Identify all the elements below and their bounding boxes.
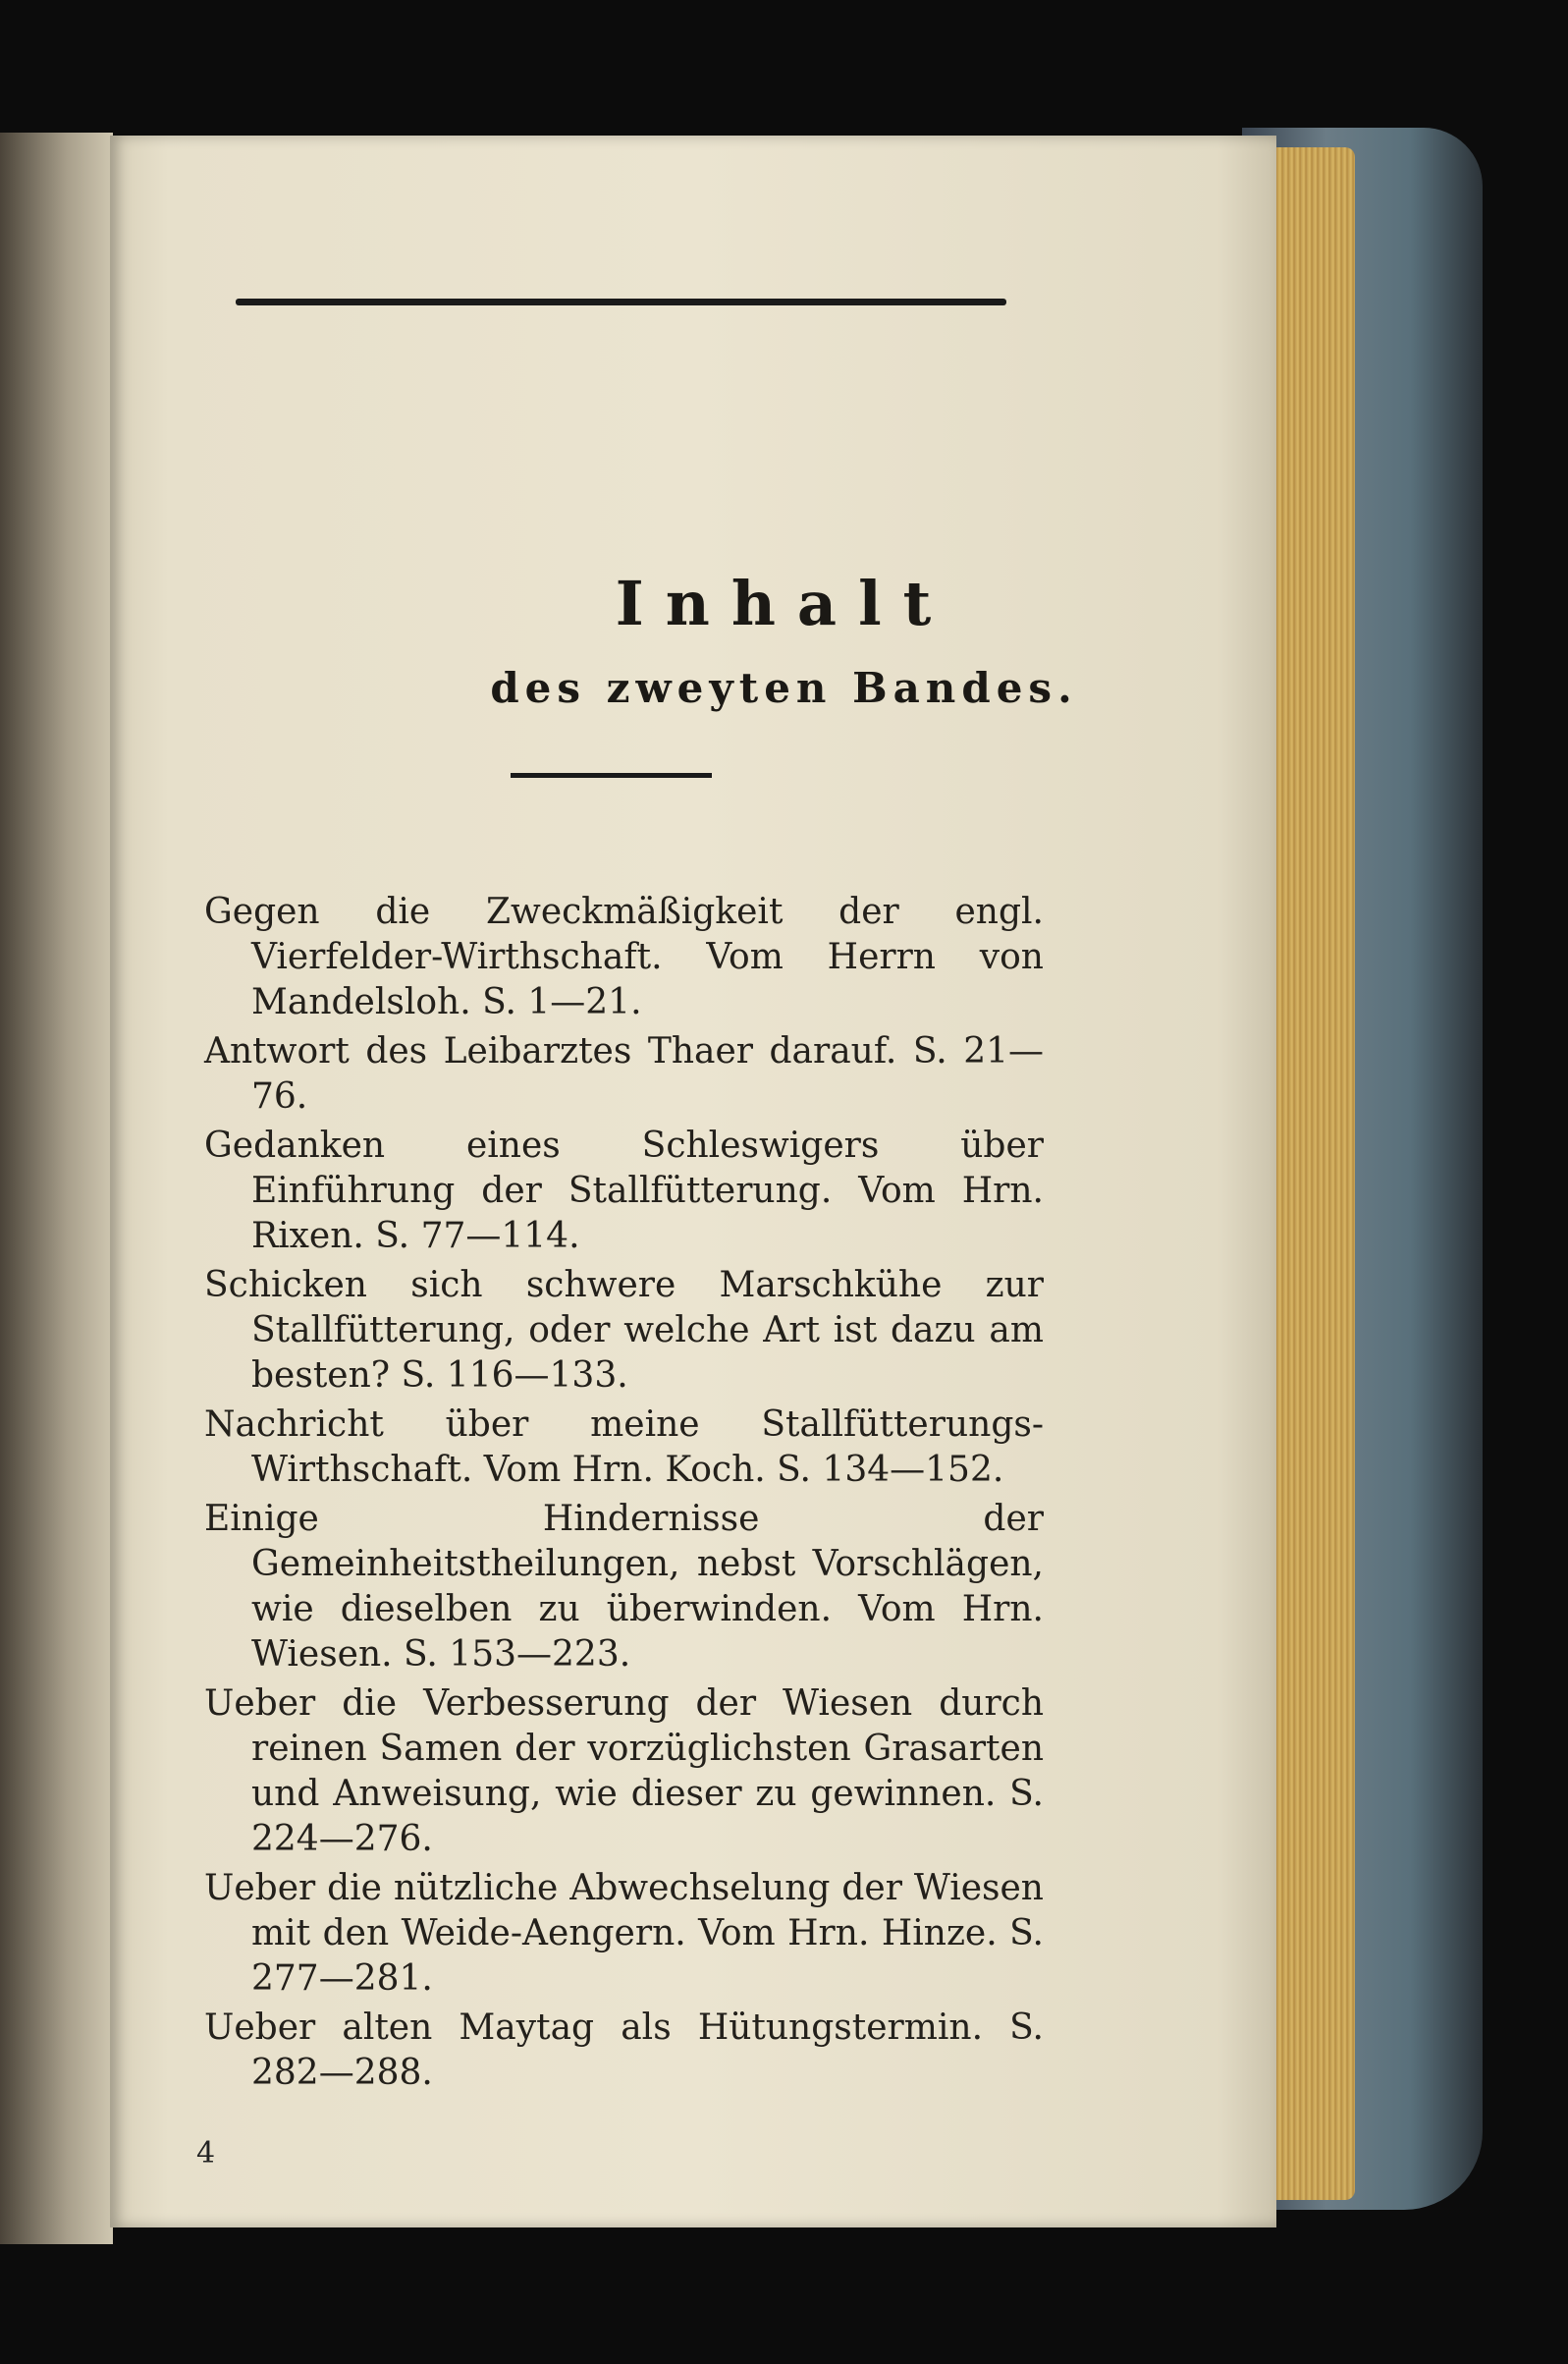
toc-entry: [204, 1124, 1044, 1259]
page-subtitle: des zweyten Bandes.: [490, 664, 1078, 712]
toc-entry: [204, 1866, 1044, 2002]
toc-entry-text: Einige Hindernisse der Gemeinheitstheilungen, nebst Vorschlägen, wie dieselben zu überwinden. Vom Hrn. Wiesen. S. 153—223.: [204, 1499, 1044, 1675]
toc-entry-text: Gegen die Zweckmäßigkeit der engl. Vierfelder-Wirthschaft. Vom Herrn von Mandelsloh. S. 1—21.: [204, 892, 1044, 1022]
toc-entry-text: Ueber die Verbesserung der Wiesen durch reinen Samen der vorzüglichsten Grasarten und Anweisung, wie dieser zu gewinnen. S. 224—276.: [204, 1683, 1044, 1859]
top-rule: [236, 299, 1006, 305]
toc-entry-text: Nachricht über meine Stallfütterungs-Wirthschaft. Vom Hrn. Koch. S. 134—152.: [204, 1404, 1044, 1490]
toc-entry-text: Ueber die nützliche Abwechselung der Wiesen mit den Weide-Aengern. Vom Hrn. Hinze. S. 277—281.: [204, 1868, 1044, 1999]
toc-entry-text: Gedanken eines Schleswigers über Einführung der Stallfütterung. Vom Hrn. Rixen. S. 77—114.: [204, 1126, 1044, 1256]
toc-entry: [204, 1402, 1044, 1493]
table-of-contents: [204, 890, 1044, 2100]
title-rule: [511, 773, 712, 778]
toc-entry: [204, 1263, 1044, 1399]
toc-entry: [204, 1029, 1044, 1120]
toc-entry-text: Schicken sich schwere Marschkühe zur Stallfütterung, oder welche Art ist dazu am besten? S. 116—133.: [204, 1265, 1044, 1396]
toc-entry: [204, 1681, 1044, 1862]
toc-entry-text: Ueber alten Maytag als Hütungstermin. S. 282—288.: [204, 2007, 1044, 2093]
left-page-strip: [0, 133, 113, 2244]
toc-entry: [204, 1497, 1044, 1677]
margin-mark: 4: [196, 2136, 216, 2171]
toc-entry: [204, 890, 1044, 1025]
toc-entry-text: Antwort des Leibarztes Thaer darauf. S. 21—76.: [204, 1031, 1044, 1117]
page-edges: [1267, 147, 1355, 2200]
toc-entry: [204, 2006, 1044, 2096]
page-title: Inhalt: [615, 568, 953, 639]
